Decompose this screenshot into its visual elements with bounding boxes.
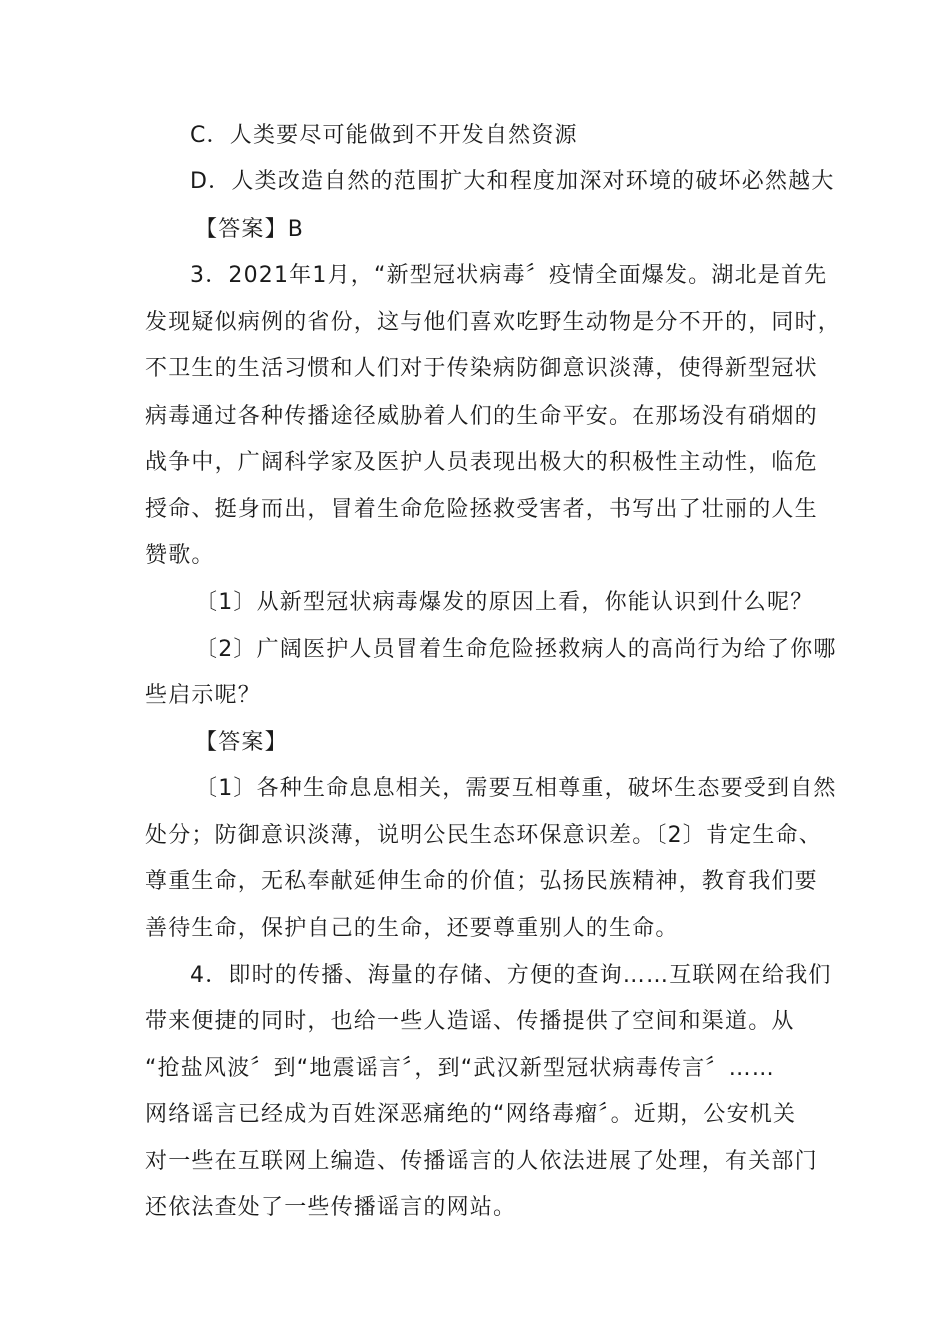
question-4-line: 带来便捷的同时，也给一些人造谣、传播提供了空间和渠道。从: [145, 1009, 795, 1034]
answer-label: 【答案】: [195, 730, 288, 755]
option-d: D．人类改造自然的范围扩大和程度加深对环境的破坏必然越大: [190, 169, 835, 194]
answer-text: 〔1〕各种生命息息相关，需要互相尊重，破坏生态要受到自然: [195, 776, 837, 801]
answer-text: 尊重生命，无私奉献延伸生命的价值；弘扬民族精神，教育我们要: [145, 869, 818, 894]
question-3-line: 3．2021年1月，“新型冠状病毒〞疫情全面爆发。湖北是首先: [190, 263, 828, 288]
answer-text: 善待生命，保护自己的生命，还要尊重别人的生命。: [145, 916, 679, 941]
answer-text: 处分；防御意识淡薄，说明公民生态环保意识差。〔2〕肯定生命、: [145, 823, 822, 848]
option-c: C．人类要尽可能做到不开发自然资源: [190, 123, 578, 148]
question-4-line: “抢盐风波〞到“地震谣言〞，到“武汉新型冠状病毒传言〞……: [145, 1056, 775, 1081]
question-4-line: 对一些在互联网上编造、传播谣言的人依法进展了处理，有关部门: [145, 1149, 818, 1174]
question-4-line: 4．即时的传播、海量的存储、方便的查询……互联网在给我们: [190, 963, 832, 988]
question-3-line: 不卫生的生活习惯和人们对于传染病防御意识淡薄，使得新型冠状: [145, 356, 818, 381]
question-3-line: 战争中，广阔科学家及医护人员表现出极大的积极性主动性，临危: [145, 450, 818, 475]
question-3-line: 病毒通过各种传播途径威胁着人们的生命平安。在那场没有硝烟的: [145, 404, 818, 429]
sub-question-2: 〔2〕广阔医护人员冒着生命危险拯救病人的高尚行为给了你哪: [195, 637, 837, 662]
question-4-line: 网络谣言已经成为百姓深恶痛绝的“网络毒瘤〞。近期，公安机关: [145, 1102, 797, 1127]
question-3-line: 发现疑似病例的省份，这与他们喜欢吃野生动物是分不开的，同时，: [145, 310, 842, 335]
sub-question-2: 些启示呢？: [145, 683, 262, 708]
sub-question-1: 〔1〕从新型冠状病毒爆发的原因上看，你能认识到什么呢？: [195, 590, 814, 615]
question-3-line: 授命、挺身而出，冒着生命危险拯救受害者，书写出了壮丽的人生: [145, 497, 818, 522]
question-3-line: 赞歌。: [145, 543, 215, 568]
answer-label: 【答案】B: [195, 217, 305, 242]
question-4-line: 还依法查处了一些传播谣言的网站。: [145, 1195, 517, 1220]
